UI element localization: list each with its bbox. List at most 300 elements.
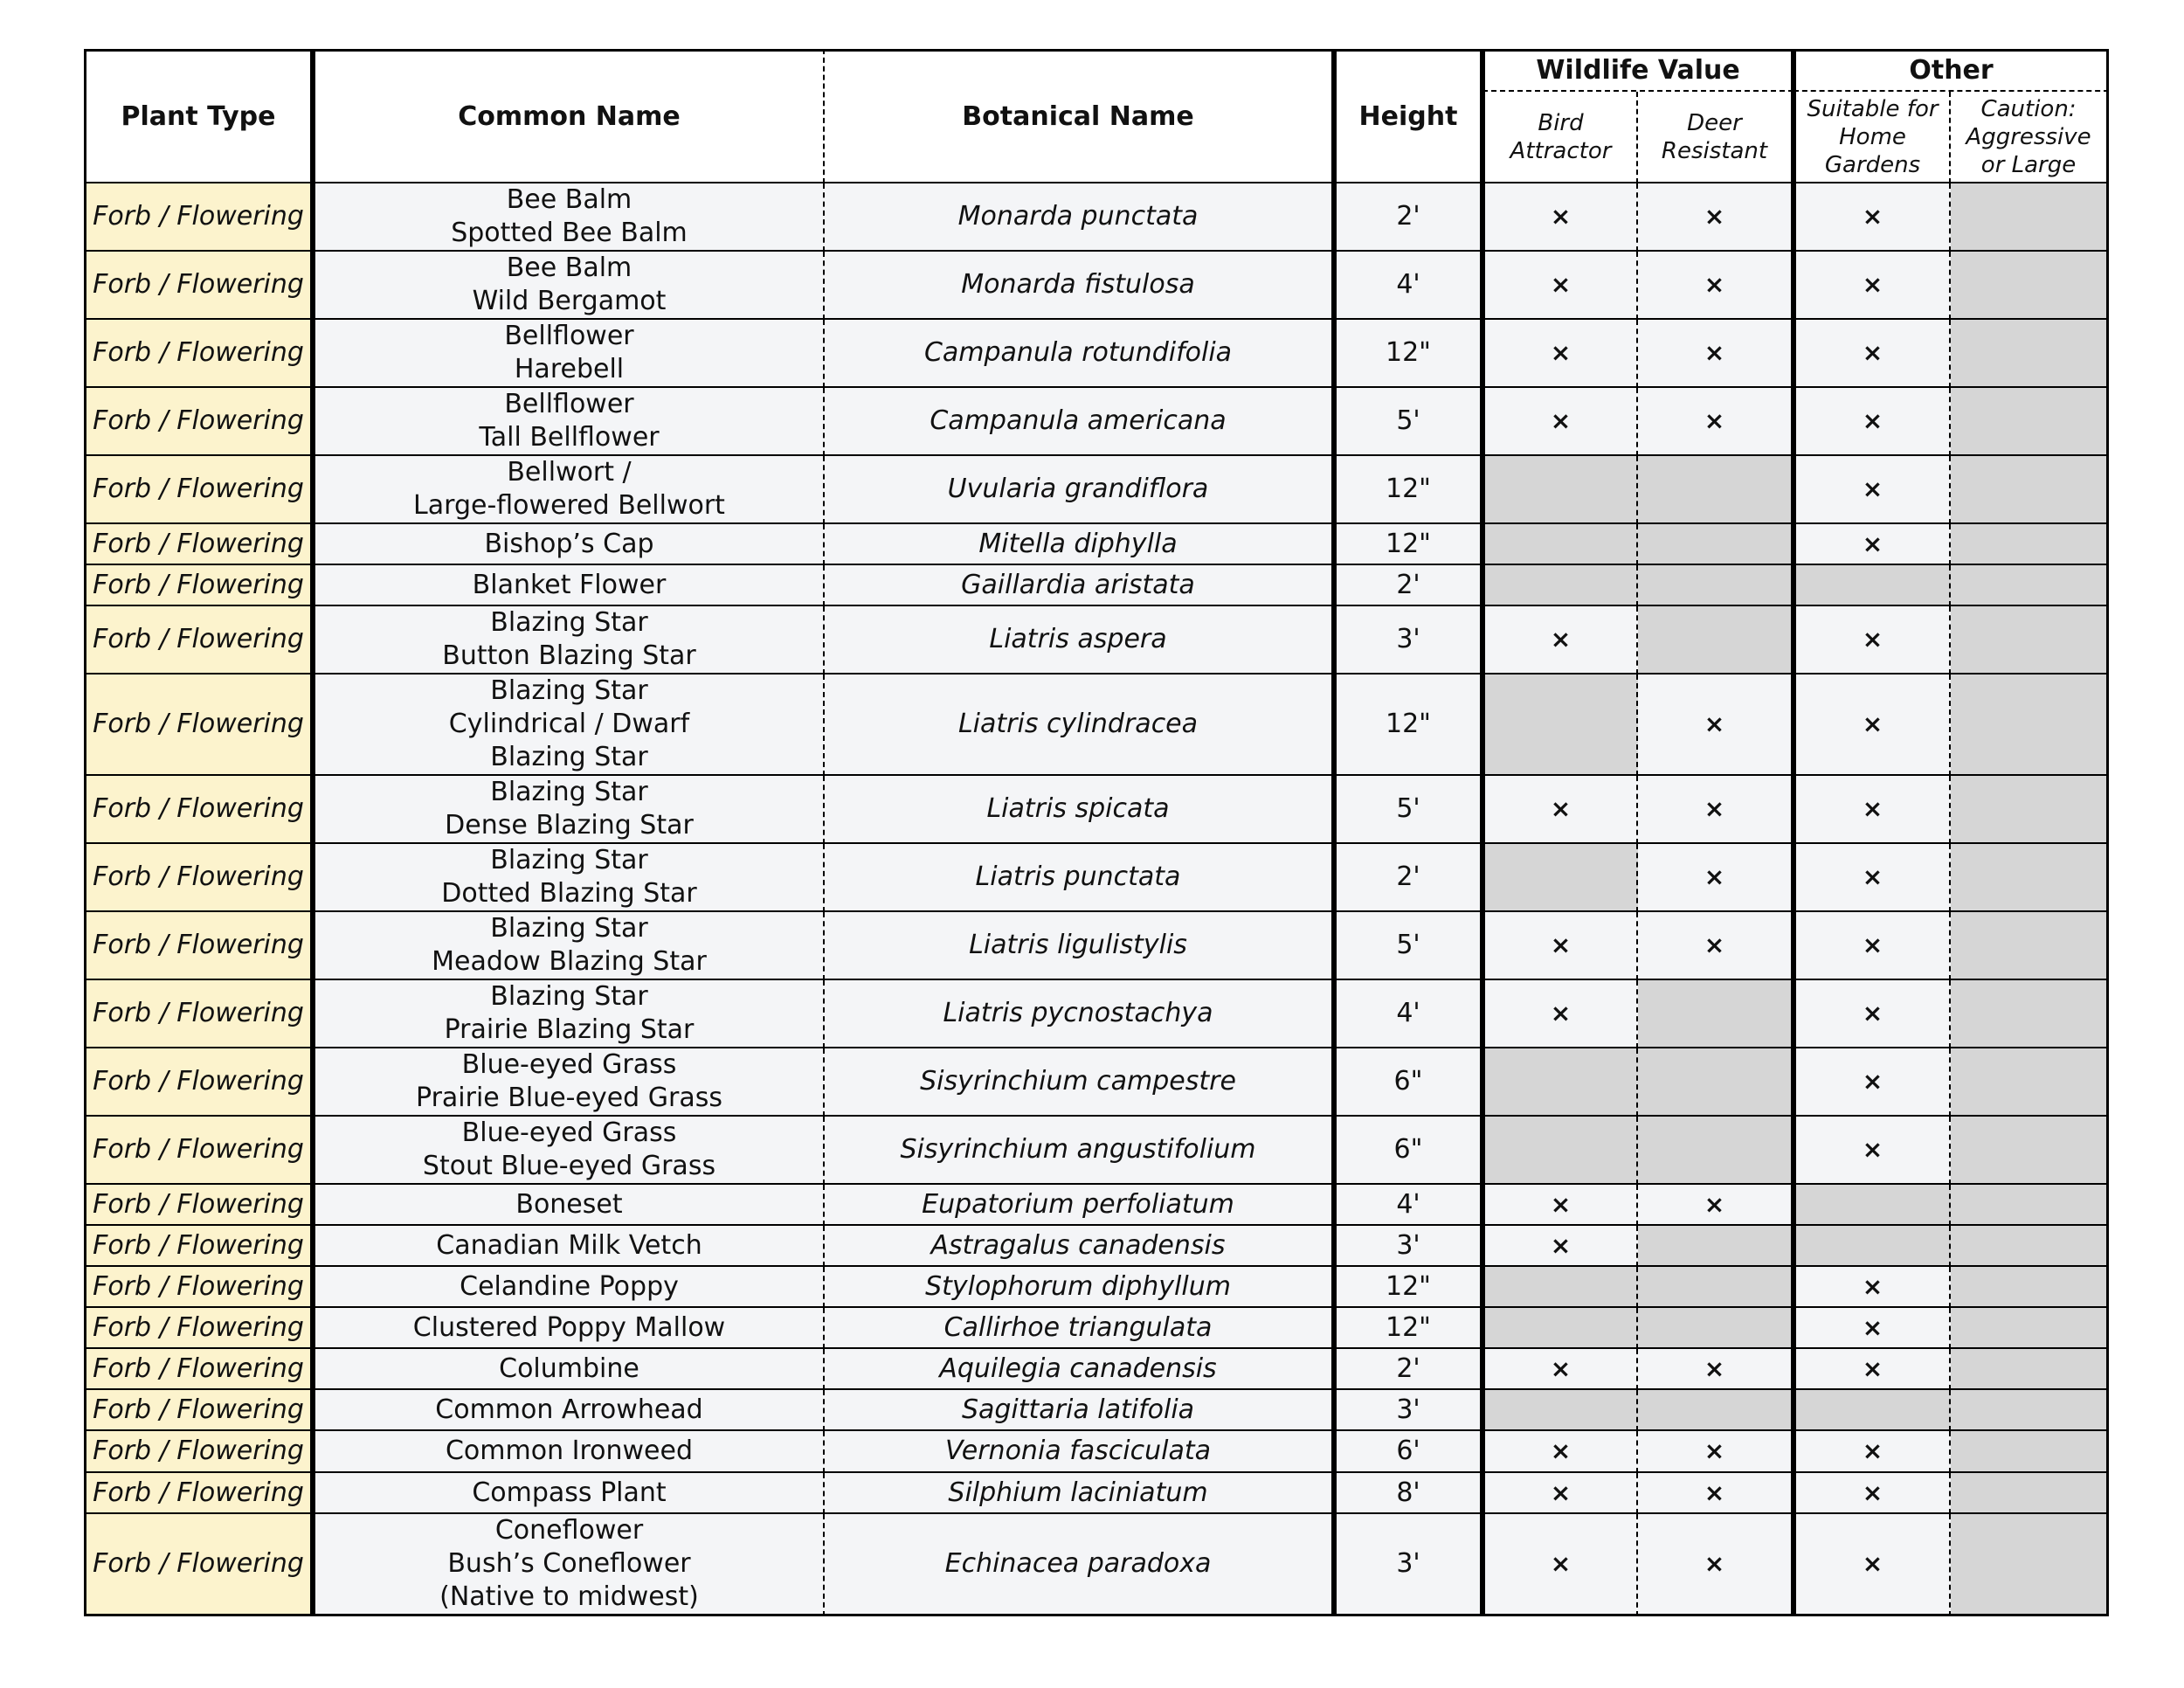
plant-type-cell: Forb / Flowering (84, 912, 313, 980)
caution-cell (1951, 675, 2109, 776)
common-name-cell (313, 980, 825, 1048)
common-name-line: Bellflower (504, 389, 634, 419)
botanical-name-cell: Liatris punctata (825, 844, 1334, 912)
botanical-name-cell: Stylophorum diphyllum (825, 1267, 1334, 1308)
deer-resistant-cell (1638, 1267, 1794, 1308)
deer-resistant-cell (1638, 606, 1794, 675)
common-name-cell (313, 1185, 825, 1226)
caution-cell (1951, 606, 2109, 675)
deer-resistant-cell (1638, 1473, 1794, 1514)
bird-attractor-cell (1482, 844, 1638, 912)
check-mark-icon: × (1862, 338, 1883, 367)
botanical-name-cell: Liatris cylindracea (825, 675, 1334, 776)
botanical-name-cell: Monarda fistulosa (825, 252, 1334, 320)
common-name-line: Bee Balm (506, 184, 632, 215)
common-name-line: Blue-eyed Grass (461, 1049, 677, 1080)
deer-resistant-cell (1638, 320, 1794, 388)
suitable-home-cell (1794, 1390, 1951, 1431)
common-name-line: Columbine (499, 1352, 639, 1384)
header-deer-resistant: Deer Resistant (1638, 92, 1794, 183)
suitable-home-cell (1794, 1473, 1951, 1514)
deer-resistant-cell (1638, 1048, 1794, 1117)
common-name-line: Dense Blazing Star (445, 810, 694, 841)
check-mark-icon: × (1862, 1135, 1883, 1164)
check-mark-icon: × (1550, 270, 1572, 299)
common-name-line: Large-flowered Bellwort (413, 490, 725, 521)
plant-type-cell: Forb / Flowering (84, 675, 313, 776)
common-name-line: Common Ironweed (445, 1435, 694, 1466)
plant-type-cell: Forb / Flowering (84, 606, 313, 675)
common-name-line: Prairie Blazing Star (444, 1014, 695, 1045)
table-row (84, 776, 2109, 844)
common-name-line: Common Arrowhead (435, 1394, 703, 1425)
check-mark-icon: × (1704, 1549, 1725, 1578)
check-mark-icon: × (1862, 930, 1883, 959)
common-name-cell (313, 844, 825, 912)
botanical-name-cell: Vernonia fasciculata (825, 1431, 1334, 1473)
common-name-cell (313, 1390, 825, 1431)
common-name-line: Tall Bellflower (479, 422, 660, 453)
table-row (84, 1267, 2109, 1308)
suitable-home-cell (1794, 980, 1951, 1048)
common-name-line: Bellwort / (507, 457, 632, 488)
header-caution: Caution: Aggressive or Large (1951, 92, 2109, 183)
common-name-cell (313, 1473, 825, 1514)
botanical-name-cell: Mitella diphylla (825, 524, 1334, 565)
height-cell: 6' (1334, 1431, 1482, 1473)
caution-cell (1951, 1048, 2109, 1117)
table-row (84, 388, 2109, 456)
height-cell: 12" (1334, 524, 1482, 565)
caution-cell (1951, 1514, 2109, 1616)
common-name-line: Clustered Poppy Mallow (412, 1311, 726, 1343)
suitable-home-cell (1794, 565, 1951, 606)
common-name-line: Coneflower (494, 1515, 644, 1546)
caution-cell (1951, 1349, 2109, 1390)
deer-resistant-cell (1638, 1117, 1794, 1185)
plant-type-cell: Forb / Flowering (84, 1390, 313, 1431)
header-other: Other (1794, 49, 2109, 92)
check-mark-icon: × (1550, 1353, 1572, 1383)
plant-type-cell: Forb / Flowering (84, 1431, 313, 1473)
height-cell: 2' (1334, 844, 1482, 912)
table-row (84, 912, 2109, 980)
common-name-line: Stout Blue-eyed Grass (422, 1151, 716, 1181)
common-name-line: Bee Balm (506, 253, 632, 283)
bird-attractor-cell (1482, 980, 1638, 1048)
common-name-line: Bellflower (504, 321, 634, 351)
check-mark-icon: × (1550, 338, 1572, 367)
common-name-line: Blue-eyed Grass (461, 1117, 677, 1148)
common-name-line: Cylindrical / Dwarf (448, 709, 690, 739)
caution-cell (1951, 1473, 2109, 1514)
caution-cell (1951, 565, 2109, 606)
header-common-name: Common Name (313, 49, 825, 183)
common-name-line: Blazing Star (490, 913, 648, 944)
common-name-line: Wild Bergamot (472, 286, 667, 316)
common-name-cell (313, 1226, 825, 1267)
bird-attractor-cell (1482, 776, 1638, 844)
check-mark-icon: × (1704, 202, 1725, 231)
suitable-home-cell (1794, 1267, 1951, 1308)
bird-attractor-cell (1482, 1431, 1638, 1473)
common-name-cell (313, 1048, 825, 1117)
check-mark-icon: × (1704, 1353, 1725, 1383)
deer-resistant-cell (1638, 456, 1794, 524)
bird-attractor-cell (1482, 320, 1638, 388)
suitable-home-cell (1794, 456, 1951, 524)
bird-attractor-cell (1482, 1226, 1638, 1267)
deer-resistant-cell (1638, 252, 1794, 320)
suitable-home-cell (1794, 1349, 1951, 1390)
bird-attractor-cell (1482, 1117, 1638, 1185)
caution-cell (1951, 320, 2109, 388)
plant-type-cell: Forb / Flowering (84, 252, 313, 320)
check-mark-icon: × (1862, 202, 1883, 231)
common-name-line: Blazing Star (490, 607, 648, 638)
caution-cell (1951, 524, 2109, 565)
botanical-name-cell: Campanula rotundifolia (825, 320, 1334, 388)
caution-cell (1951, 1185, 2109, 1226)
botanical-name-cell: Gaillardia aristata (825, 565, 1334, 606)
check-mark-icon: × (1704, 862, 1725, 891)
caution-cell (1951, 252, 2109, 320)
table-row (84, 1048, 2109, 1117)
header-plant-type: Plant Type (84, 49, 313, 183)
common-name-line: Dotted Blazing Star (441, 878, 697, 909)
plant-type-cell: Forb / Flowering (84, 1349, 313, 1390)
plant-type-cell: Forb / Flowering (84, 1048, 313, 1117)
deer-resistant-cell (1638, 183, 1794, 252)
header-height: Height (1334, 49, 1482, 183)
botanical-name-cell: Silphium laciniatum (825, 1473, 1334, 1514)
caution-cell (1951, 1390, 2109, 1431)
plant-table (84, 49, 2109, 1616)
check-mark-icon: × (1704, 270, 1725, 299)
common-name-line: Compass Plant (472, 1477, 667, 1508)
plant-type-cell: Forb / Flowering (84, 456, 313, 524)
height-cell: 4' (1334, 252, 1482, 320)
common-name-line: Blazing Star (490, 742, 648, 772)
check-mark-icon: × (1862, 529, 1883, 558)
table-row (84, 844, 2109, 912)
check-mark-icon: × (1862, 474, 1883, 503)
plant-type-cell: Forb / Flowering (84, 1185, 313, 1226)
common-name-line: Canadian Milk Vetch (436, 1229, 702, 1261)
height-cell: 12" (1334, 320, 1482, 388)
check-mark-icon: × (1550, 1189, 1572, 1219)
deer-resistant-cell (1638, 980, 1794, 1048)
common-name-cell (313, 524, 825, 565)
plant-type-cell: Forb / Flowering (84, 183, 313, 252)
check-mark-icon: × (1550, 999, 1572, 1027)
bird-attractor-cell (1482, 912, 1638, 980)
height-cell: 12" (1334, 1267, 1482, 1308)
check-mark-icon: × (1862, 999, 1883, 1027)
plant-type-cell: Forb / Flowering (84, 1514, 313, 1616)
check-mark-icon: × (1550, 794, 1572, 823)
table-row (84, 980, 2109, 1048)
check-mark-icon: × (1704, 1436, 1725, 1465)
botanical-name-cell: Liatris spicata (825, 776, 1334, 844)
height-cell: 6" (1334, 1117, 1482, 1185)
table-row (84, 1514, 2109, 1616)
height-cell: 4' (1334, 1185, 1482, 1226)
common-name-line: Meadow Blazing Star (432, 946, 707, 977)
suitable-home-cell (1794, 183, 1951, 252)
table-row (84, 456, 2109, 524)
deer-resistant-cell (1638, 1308, 1794, 1349)
common-name-line: Blazing Star (490, 981, 648, 1012)
caution-cell (1951, 980, 2109, 1048)
caution-cell (1951, 388, 2109, 456)
common-name-line: Blanket Flower (472, 569, 667, 600)
plant-type-cell: Forb / Flowering (84, 1473, 313, 1514)
suitable-home-cell (1794, 606, 1951, 675)
header-botanical-name: Botanical Name (825, 49, 1334, 183)
check-mark-icon: × (1550, 1477, 1572, 1507)
suitable-home-cell (1794, 1117, 1951, 1185)
common-name-cell (313, 776, 825, 844)
check-mark-icon: × (1862, 1353, 1883, 1383)
check-mark-icon: × (1704, 930, 1725, 959)
check-mark-icon: × (1550, 406, 1572, 435)
caution-cell (1951, 1308, 2109, 1349)
deer-resistant-cell (1638, 524, 1794, 565)
table-row (84, 524, 2109, 565)
deer-resistant-cell (1638, 675, 1794, 776)
botanical-name-cell: Liatris ligulistylis (825, 912, 1334, 980)
check-mark-icon: × (1862, 862, 1883, 891)
suitable-home-cell (1794, 1431, 1951, 1473)
check-mark-icon: × (1704, 1477, 1725, 1507)
common-name-cell (313, 606, 825, 675)
suitable-home-cell (1794, 524, 1951, 565)
deer-resistant-cell (1638, 1349, 1794, 1390)
common-name-cell (313, 1267, 825, 1308)
check-mark-icon: × (1550, 930, 1572, 959)
check-mark-icon: × (1862, 1549, 1883, 1578)
caution-cell (1951, 1226, 2109, 1267)
caution-cell (1951, 1117, 2109, 1185)
plant-type-cell: Forb / Flowering (84, 1226, 313, 1267)
common-name-cell (313, 388, 825, 456)
suitable-home-cell (1794, 1514, 1951, 1616)
table-row (84, 1473, 2109, 1514)
caution-cell (1951, 1267, 2109, 1308)
height-cell: 5' (1334, 388, 1482, 456)
table-row (84, 1308, 2109, 1349)
common-name-cell (313, 675, 825, 776)
common-name-cell (313, 456, 825, 524)
plant-type-cell: Forb / Flowering (84, 776, 313, 844)
check-mark-icon: × (1862, 1271, 1883, 1301)
table-row (84, 1390, 2109, 1431)
common-name-line: Button Blazing Star (442, 640, 696, 671)
check-mark-icon: × (1862, 406, 1883, 435)
common-name-cell (313, 252, 825, 320)
deer-resistant-cell (1638, 1390, 1794, 1431)
suitable-home-cell (1794, 776, 1951, 844)
bird-attractor-cell (1482, 1185, 1638, 1226)
suitable-home-cell (1794, 675, 1951, 776)
plant-type-cell: Forb / Flowering (84, 388, 313, 456)
bird-attractor-cell (1482, 183, 1638, 252)
check-mark-icon: × (1704, 794, 1725, 823)
common-name-cell (313, 1514, 825, 1616)
height-cell: 6" (1334, 1048, 1482, 1117)
common-name-line: Blazing Star (490, 845, 648, 875)
plant-type-cell: Forb / Flowering (84, 524, 313, 565)
botanical-name-cell: Liatris aspera (825, 606, 1334, 675)
common-name-line: (Native to midwest) (439, 1581, 699, 1612)
height-cell: 3' (1334, 1390, 1482, 1431)
deer-resistant-cell (1638, 1185, 1794, 1226)
height-cell: 4' (1334, 980, 1482, 1048)
botanical-name-cell: Callirhoe triangulata (825, 1308, 1334, 1349)
check-mark-icon: × (1862, 709, 1883, 738)
height-cell: 3' (1334, 1226, 1482, 1267)
botanical-name-cell: Eupatorium perfoliatum (825, 1185, 1334, 1226)
botanical-name-cell: Campanula americana (825, 388, 1334, 456)
common-name-line: Celandine Poppy (460, 1270, 679, 1302)
suitable-home-cell (1794, 844, 1951, 912)
table-row (84, 252, 2109, 320)
table-row (84, 320, 2109, 388)
height-cell: 2' (1334, 1349, 1482, 1390)
common-name-cell (313, 1349, 825, 1390)
height-cell: 12" (1334, 675, 1482, 776)
height-cell: 12" (1334, 1308, 1482, 1349)
plant-type-cell: Forb / Flowering (84, 1267, 313, 1308)
suitable-home-cell (1794, 912, 1951, 980)
plant-type-cell: Forb / Flowering (84, 844, 313, 912)
check-mark-icon: × (1550, 1230, 1572, 1260)
common-name-cell (313, 1117, 825, 1185)
bird-attractor-cell (1482, 388, 1638, 456)
common-name-line: Boneset (515, 1188, 623, 1220)
header-bird-attractor: Bird Attractor (1482, 92, 1638, 183)
header-wildlife-value: Wildlife Value (1482, 49, 1794, 92)
deer-resistant-cell (1638, 1226, 1794, 1267)
check-mark-icon: × (1704, 709, 1725, 738)
height-cell: 12" (1334, 456, 1482, 524)
table-row (84, 1185, 2109, 1226)
deer-resistant-cell (1638, 844, 1794, 912)
deer-resistant-cell (1638, 912, 1794, 980)
common-name-cell (313, 320, 825, 388)
common-name-line: Harebell (514, 354, 625, 384)
plant-type-cell: Forb / Flowering (84, 320, 313, 388)
common-name-line: Bush’s Coneflower (447, 1548, 691, 1579)
bird-attractor-cell (1482, 565, 1638, 606)
botanical-name-cell: Aquilegia canadensis (825, 1349, 1334, 1390)
check-mark-icon: × (1862, 1312, 1883, 1342)
check-mark-icon: × (1704, 338, 1725, 367)
common-name-cell (313, 565, 825, 606)
deer-resistant-cell (1638, 776, 1794, 844)
check-mark-icon: × (1704, 406, 1725, 435)
deer-resistant-cell (1638, 565, 1794, 606)
bird-attractor-cell (1482, 1308, 1638, 1349)
height-cell: 3' (1334, 606, 1482, 675)
plant-type-cell: Forb / Flowering (84, 1117, 313, 1185)
height-cell: 5' (1334, 912, 1482, 980)
table-row (84, 1349, 2109, 1390)
bird-attractor-cell (1482, 1267, 1638, 1308)
suitable-home-cell (1794, 1185, 1951, 1226)
botanical-name-cell: Liatris pycnostachya (825, 980, 1334, 1048)
bird-attractor-cell (1482, 524, 1638, 565)
check-mark-icon: × (1550, 1549, 1572, 1578)
suitable-home-cell (1794, 1226, 1951, 1267)
bird-attractor-cell (1482, 1514, 1638, 1616)
check-mark-icon: × (1862, 794, 1883, 823)
table-row (84, 1226, 2109, 1267)
common-name-line: Prairie Blue-eyed Grass (416, 1083, 722, 1113)
check-mark-icon: × (1862, 625, 1883, 654)
table-row (84, 1117, 2109, 1185)
check-mark-icon: × (1862, 270, 1883, 299)
height-cell: 2' (1334, 565, 1482, 606)
suitable-home-cell (1794, 1308, 1951, 1349)
common-name-cell (313, 912, 825, 980)
height-cell: 8' (1334, 1473, 1482, 1514)
table-row (84, 675, 2109, 776)
caution-cell (1951, 844, 2109, 912)
caution-cell (1951, 183, 2109, 252)
botanical-name-cell: Sagittaria latifolia (825, 1390, 1334, 1431)
caution-cell (1951, 1431, 2109, 1473)
bird-attractor-cell (1482, 1349, 1638, 1390)
check-mark-icon: × (1862, 1436, 1883, 1465)
header-suitable-home-gardens: Suitable for Home Gardens (1794, 92, 1951, 183)
caution-cell (1951, 456, 2109, 524)
deer-resistant-cell (1638, 1514, 1794, 1616)
common-name-cell (313, 183, 825, 252)
deer-resistant-cell (1638, 388, 1794, 456)
check-mark-icon: × (1550, 1436, 1572, 1465)
bird-attractor-cell (1482, 675, 1638, 776)
bird-attractor-cell (1482, 1390, 1638, 1431)
height-cell: 2' (1334, 183, 1482, 252)
check-mark-icon: × (1862, 1067, 1883, 1096)
botanical-name-cell: Echinacea paradoxa (825, 1514, 1334, 1616)
bird-attractor-cell (1482, 1473, 1638, 1514)
table-row (84, 183, 2109, 252)
botanical-name-cell: Sisyrinchium campestre (825, 1048, 1334, 1117)
table-row (84, 565, 2109, 606)
check-mark-icon: × (1862, 1477, 1883, 1507)
botanical-name-cell: Astragalus canadensis (825, 1226, 1334, 1267)
bird-attractor-cell (1482, 1048, 1638, 1117)
bird-attractor-cell (1482, 606, 1638, 675)
table-row (84, 1431, 2109, 1473)
suitable-home-cell (1794, 252, 1951, 320)
caution-cell (1951, 776, 2109, 844)
check-mark-icon: × (1550, 625, 1572, 654)
common-name-line: Spotted Bee Balm (451, 218, 688, 248)
check-mark-icon: × (1704, 1189, 1725, 1219)
suitable-home-cell (1794, 320, 1951, 388)
plant-type-cell: Forb / Flowering (84, 980, 313, 1048)
height-cell: 3' (1334, 1514, 1482, 1616)
botanical-name-cell: Sisyrinchium angustifolium (825, 1117, 1334, 1185)
suitable-home-cell (1794, 388, 1951, 456)
botanical-name-cell: Monarda punctata (825, 183, 1334, 252)
table-body (84, 183, 2109, 1616)
deer-resistant-cell (1638, 1431, 1794, 1473)
